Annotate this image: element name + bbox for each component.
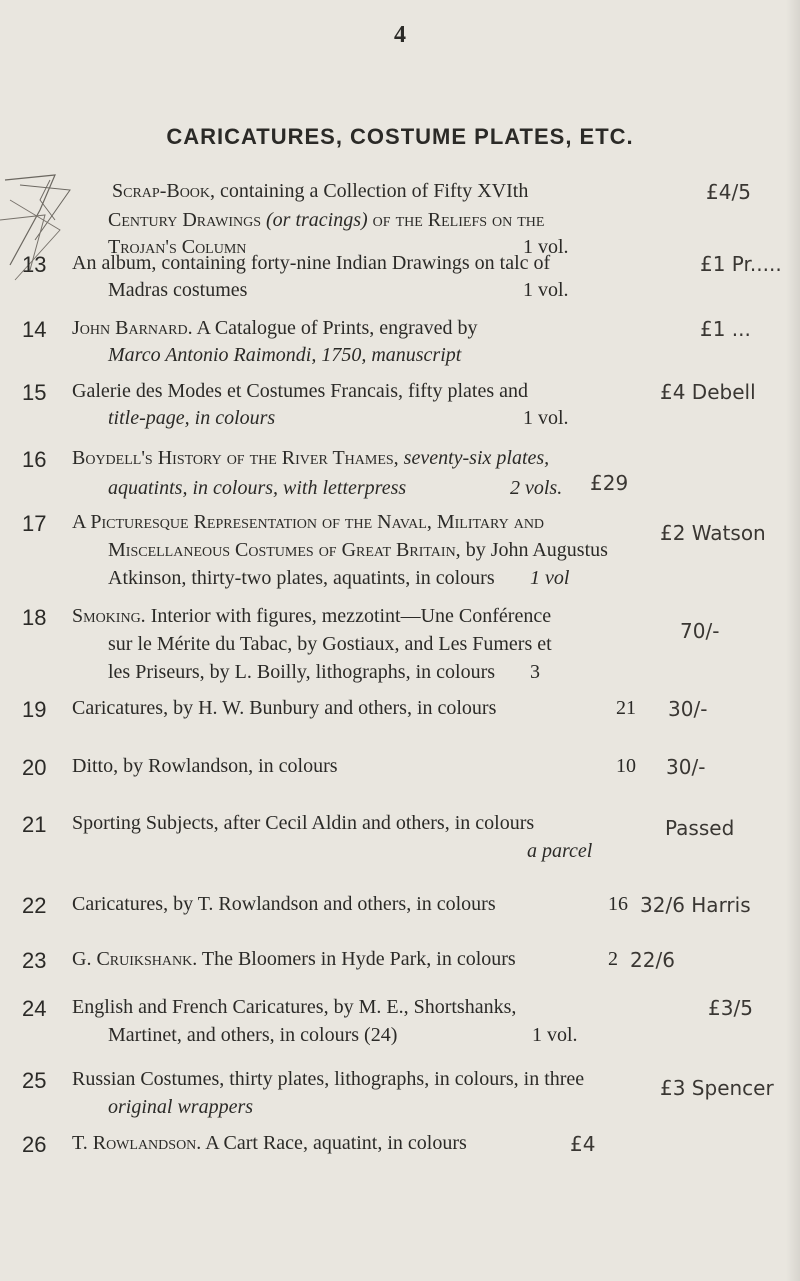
handwritten-price: 30/- xyxy=(666,755,706,779)
lot-number: 13 xyxy=(22,252,47,277)
entry-volume: 1 vol. xyxy=(523,279,569,301)
entry-volume: 3 xyxy=(530,661,540,683)
lot-number: 18 xyxy=(22,605,47,630)
entry-text: of the Reliefs on the xyxy=(372,209,545,231)
entry-text: by John Augustus xyxy=(460,539,608,561)
entry-line xyxy=(112,180,528,203)
entry-text: A Cart Race, aquatint, in colours xyxy=(201,1132,467,1154)
entry-line: a parcel xyxy=(527,840,593,862)
entry-volume: 21 xyxy=(616,697,636,719)
entry-title: Boydell's History of the River Thames, xyxy=(72,447,399,469)
lot-number: 15 xyxy=(22,380,47,405)
entry-line: Caricatures, by H. W. Bunbury and others, in colours xyxy=(72,697,497,719)
entry-line: les Priseurs, by L. Boilly, lithographs, in colours xyxy=(108,661,496,683)
entry-line: English and French Caricatures, by M. E., Shortshanks, xyxy=(72,996,517,1018)
entry-line: Trojan's Column xyxy=(108,236,247,258)
entry-volume: 1 vol. xyxy=(532,1024,578,1046)
entry-line: A Picturesque Representation of the Naval, Military and xyxy=(72,511,545,533)
entry-line xyxy=(72,447,549,470)
lot-number: 19 xyxy=(22,697,47,722)
entry-line: sur le Mérite du Tabac, by Gostiaux, and Les Fumers et xyxy=(108,633,552,655)
entry-line xyxy=(72,948,516,971)
handwritten-price: £2 Watson xyxy=(660,521,766,545)
entry-title: Scrap-Book, xyxy=(112,180,216,202)
lot-number: 16 xyxy=(22,447,47,472)
handwritten-price: Passed xyxy=(665,816,735,840)
handwritten-price: £4 Debell xyxy=(660,380,756,404)
entry-text: containing a Collection of Fifty XVIth xyxy=(215,180,529,202)
entry-title: G. Cruikshank. xyxy=(72,948,198,970)
entry-text: (or tracings) xyxy=(261,209,373,231)
entry-line: Russian Costumes, thirty plates, lithographs, in colours, in three xyxy=(72,1068,585,1090)
handwritten-price: 32/6 Harris xyxy=(640,893,751,917)
entry-volume: 10 xyxy=(616,755,636,777)
entry-line: original wrappers xyxy=(108,1096,254,1118)
entry-volume: 2 xyxy=(608,948,618,970)
lot-number: 22 xyxy=(22,893,47,918)
handwritten-price: £3 Spencer xyxy=(660,1076,774,1100)
entry-text: seventy-six plates, xyxy=(398,447,550,469)
lot-number: 24 xyxy=(22,996,47,1021)
entry-line: Ditto, by Rowlandson, in colours xyxy=(72,755,338,777)
entry-line: Sporting Subjects, after Cecil Aldin and others, in colours xyxy=(72,812,535,834)
entry-title: T. Rowlandson. xyxy=(72,1132,202,1154)
lot-number: 21 xyxy=(22,812,47,837)
entry-title: John Barnard. xyxy=(72,317,193,339)
handwritten-price: 22/6 xyxy=(630,948,675,972)
lot-number: 20 xyxy=(22,755,47,780)
entry-volume: 2 vols. xyxy=(510,477,563,499)
handwritten-price: £1 ... xyxy=(700,317,751,341)
handwritten-price: £29 xyxy=(590,471,629,495)
page-edge-shadow xyxy=(786,0,800,1281)
entry-line xyxy=(72,1132,467,1155)
handwritten-price: 30/- xyxy=(668,697,708,721)
lot-number: 23 xyxy=(22,948,47,973)
entry-line xyxy=(108,209,544,232)
entry-volume: 16 xyxy=(608,893,628,915)
entry-line: Madras costumes xyxy=(108,279,248,301)
handwritten-price: £4 xyxy=(570,1132,596,1156)
page-heading: CARICATURES, COSTUME PLATES, ETC. xyxy=(166,124,634,149)
entry-text: Interior with figures, mezzotint—Une Conférence xyxy=(145,605,552,627)
lot-number: 25 xyxy=(22,1068,47,1093)
entry-title: Century Drawings xyxy=(108,209,261,231)
handwritten-price: £4/5 xyxy=(706,180,751,204)
handwritten-price: £3/5 xyxy=(708,996,753,1020)
entry-line: Atkinson, thirty-two plates, aquatints, in colours xyxy=(108,567,495,589)
lot-number: 26 xyxy=(22,1132,47,1157)
entry-text: The Bloomers in Hyde Park, in colours xyxy=(197,948,516,970)
handwritten-price: 70/- xyxy=(680,619,720,643)
entry-title: Smoking. xyxy=(72,605,146,627)
entry-line: An album, containing forty-nine Indian Drawings on talc of xyxy=(72,252,551,274)
entry-line: Marco Antonio Raimondi, 1750, manuscript xyxy=(108,344,462,366)
entry-line: Galerie des Modes et Costumes Francais, fifty plates and xyxy=(72,380,528,402)
entry-volume: 1 vol. xyxy=(523,407,569,429)
entry-text: A Catalogue of Prints, engraved by xyxy=(192,317,478,339)
entry-line: title-page, in colours xyxy=(108,407,276,429)
entry-title: Miscellaneous Costumes of Great Britain, xyxy=(108,539,461,561)
entry-line xyxy=(108,539,608,562)
entry-line xyxy=(72,605,551,628)
entry-line xyxy=(72,317,478,340)
entry-line: Martinet, and others, in colours (24) xyxy=(108,1024,398,1046)
entry-line: Caricatures, by T. Rowlandson and others, in colours xyxy=(72,893,496,915)
handwritten-price: £1 Pr..... xyxy=(700,252,782,276)
entry-volume: 1 vol. xyxy=(523,236,569,258)
page-number: 4 xyxy=(394,22,406,48)
entry-volume: 1 vol xyxy=(530,567,570,589)
lot-number: 14 xyxy=(22,317,47,342)
entry-line: aquatints, in colours, with letterpress xyxy=(108,477,407,499)
lot-number: 17 xyxy=(22,511,47,536)
